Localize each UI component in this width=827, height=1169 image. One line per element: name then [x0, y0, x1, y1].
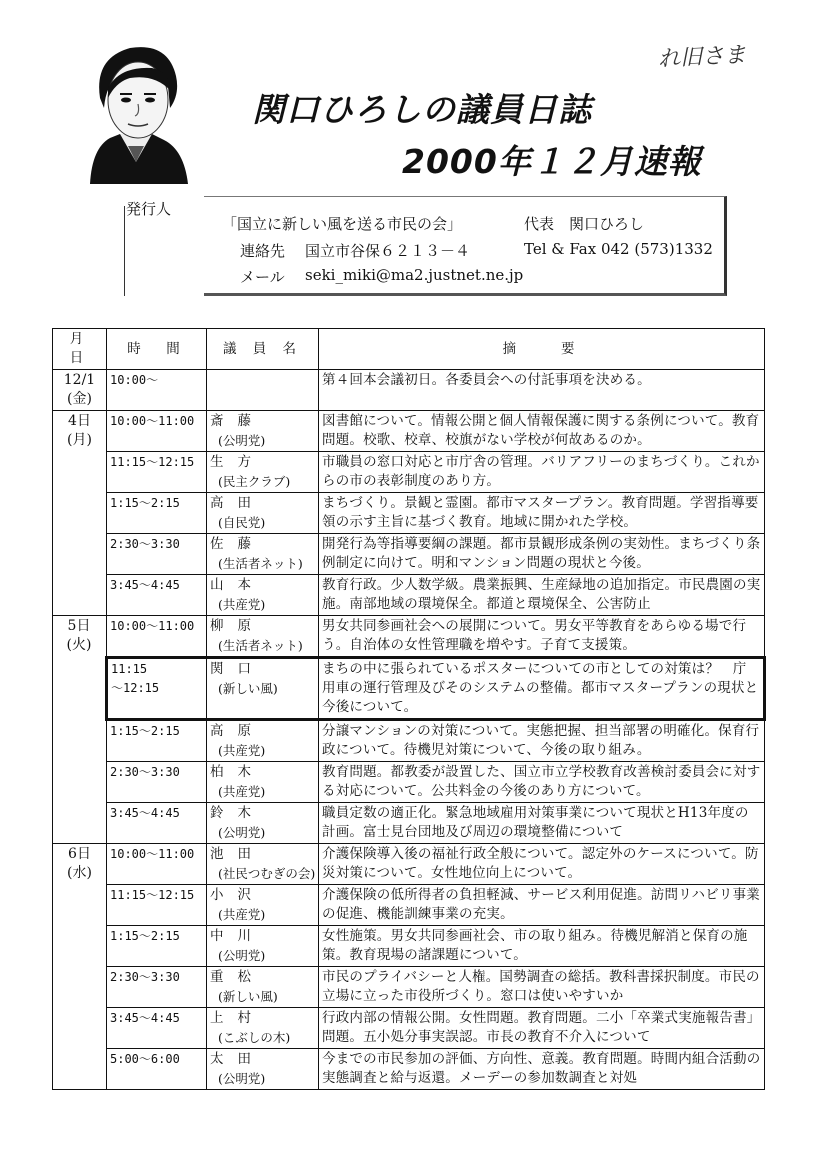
date-day: 12/1 [63, 372, 96, 388]
table-header-row [53, 329, 765, 370]
table-row [53, 803, 765, 844]
date-day: 6日 [68, 846, 91, 862]
summary-cell: 男女共同参画社会への展開について。男女平等教育をあらゆる場で行う。自治体の女性管理職を増やす。子育て支援策。 [319, 616, 765, 658]
member-cell [207, 1049, 319, 1090]
table-row [53, 1008, 765, 1049]
member-cell [207, 1008, 319, 1049]
member-name: 関口 [210, 661, 265, 677]
member-name: 高原 [210, 723, 265, 739]
time-cell: 2:30～3:30 [107, 762, 207, 803]
table-row [53, 616, 765, 658]
publisher-org: 「国立に新しい風を送る市民の会」 [222, 215, 463, 233]
member-name: 佐藤 [210, 536, 265, 552]
table-row [53, 762, 765, 803]
member-party: (共産党) [218, 597, 266, 612]
header-member: 議 員 名 [207, 329, 319, 370]
time-cell: 1:15～2:15 [107, 926, 207, 967]
publisher-label: 発行人 [126, 200, 172, 218]
table-row [53, 452, 765, 493]
date-cell [53, 844, 107, 1090]
member-cell [207, 926, 319, 967]
member-cell [207, 493, 319, 534]
member-party: (自民党) [218, 515, 266, 530]
table-row [53, 534, 765, 575]
member-cell [207, 411, 319, 452]
time-cell: 10:00～11:00 [107, 411, 207, 452]
time-cell: 2:30～3:30 [107, 967, 207, 1008]
mail-label: メール [240, 268, 285, 286]
member-cell [207, 762, 319, 803]
summary-cell: 第４回本会議初日。各委員会への付託事項を決める。 [319, 370, 765, 411]
member-name: 柳原 [210, 618, 265, 634]
member-name: 中川 [210, 928, 265, 944]
date-day: 5日 [67, 618, 91, 634]
summary-cell: 開発行為等指導要綱の課題。都市景観形成条例の実効性。まちづくり条例制定に向けて。明和マンション問題の現状と今後。 [319, 534, 765, 575]
date-cell [53, 411, 107, 616]
summary-cell: 教育行政。少人数学級。農業振興、生産緑地の追加指定。市民農園の実施。南部地域の環境保全。都道と環境保全、公害防止 [319, 575, 765, 616]
member-party: (公明党) [218, 948, 266, 963]
member-name: 鈴木 [210, 805, 265, 821]
time-cell: 1:15～2:15 [107, 493, 207, 534]
member-cell [207, 616, 319, 658]
summary-cell: 介護保険導入後の福祉行政全般について。認定外のケースについて。防災対策について。女性地位向上について。 [319, 844, 765, 885]
summary-cell: 介護保険の低所得者の負担軽減、サービス利用促進。訪問リハビリ事業の促進、機能訓練事業の充実。 [319, 885, 765, 926]
member-cell [207, 452, 319, 493]
newsletter-issue: 2000年１２月速報 [402, 142, 702, 181]
member-cell [207, 658, 319, 720]
member-cell [207, 575, 319, 616]
table-row [53, 411, 765, 452]
member-cell [207, 967, 319, 1008]
contact-email: seki_miki@ma2.justnet.ne.jp [305, 266, 524, 284]
publisher-rep: 代表 関口ひろし [524, 215, 645, 233]
member-name: 生方 [210, 454, 265, 470]
summary-cell: 女性施策。男女共同参画社会、市の取り組み。待機児解消と保育の施策。教育現場の諸課題について。 [319, 926, 765, 967]
table-row [53, 575, 765, 616]
member-party: (共産党) [218, 907, 266, 922]
summary-cell: 行政内部の情報公開。女性問題。教育問題。二小「卒業式実施報告書」問題。五小処分事実誤認。市長の教育不介入について [319, 1008, 765, 1049]
table-row [53, 885, 765, 926]
member-party: (公明党) [218, 1071, 266, 1086]
member-party: (民主クラブ) [218, 474, 291, 489]
summary-cell: 市職員の窓口対応と市庁舎の管理。バリアフリーのまちづくり。これからの市の表彰制度のあり方。 [319, 452, 765, 493]
member-name: 斎藤 [210, 413, 265, 429]
member-party: (新しい風) [218, 681, 278, 696]
member-party: (こぶしの木) [218, 1030, 291, 1045]
time-cell: 11:15～12:15 [107, 452, 207, 493]
handwritten-note: れ旧さま [657, 42, 747, 73]
summary-cell: まちの中に張られているポスターについての市としての対策は？ 庁用車の運行管理及びそのシステムの整備。都市マスタープランの現状と今後について。 [319, 658, 765, 720]
contact-address: 国立市谷保６２１３－４ [305, 242, 471, 260]
header-summary: 摘 要 [319, 329, 765, 370]
member-name: 小沢 [210, 887, 265, 903]
summary-cell: まちづくり。景観と霊園。都市マスタープラン。教育問題。学習指導要領の示す主旨に基づく教育。地域に開かれた学校。 [319, 493, 765, 534]
table-row [53, 1049, 765, 1090]
member-party: (共産党) [218, 784, 266, 799]
time-cell: 3:45～4:45 [107, 803, 207, 844]
schedule-table [52, 328, 766, 1090]
date-cell [53, 370, 107, 411]
member-name: 柏木 [210, 764, 265, 780]
date-day: 4日 [68, 413, 91, 429]
table-row [53, 926, 765, 967]
date-weekday: (火) [66, 637, 92, 653]
table-row [53, 658, 765, 720]
date-cell [53, 616, 107, 844]
header-time: 時 間 [107, 329, 207, 370]
time-cell: 3:45～4:45 [107, 575, 207, 616]
member-name: 太田 [210, 1051, 265, 1067]
member-cell [207, 844, 319, 885]
member-party: (社民つむぎの会) [218, 866, 316, 881]
member-cell [207, 803, 319, 844]
member-party: (新しい風) [218, 989, 278, 1004]
member-party: (公明党) [218, 825, 266, 840]
date-weekday: (月) [67, 432, 92, 448]
contact-label: 連絡先 [240, 242, 286, 260]
member-name: 山本 [210, 577, 265, 593]
summary-cell: 教育問題。都教委が設置した、国立市立学校教育改善検討委員会に対する対応について。公共料金の今後のあり方について。 [319, 762, 765, 803]
time-cell: 10:00～11:00 [107, 616, 207, 658]
summary-cell: 図書館について。情報公開と個人情報保護に関する条例について。教育問題。校歌、校章、校旗がない学校が何故あるのか。 [319, 411, 765, 452]
publisher-bracket [124, 206, 131, 296]
summary-cell: 分譲マンションの対策について。実態把握、担当部署の明確化。保育行政について。待機児対策について、今後の取り組み。 [319, 720, 765, 762]
member-name: 池田 [210, 846, 265, 862]
time-cell: 2:30～3:30 [107, 534, 207, 575]
summary-cell: 市民のプライバシーと人権。国勢調査の総括。教科書採択制度。市民の立場に立った市役所づくり。窓口は使いやすいか [319, 967, 765, 1008]
member-cell [207, 720, 319, 762]
member-cell [207, 885, 319, 926]
time-cell: 3:45～4:45 [107, 1008, 207, 1049]
newsletter-title: 関口ひろしの議員日誌 [252, 90, 592, 129]
member-party: (生活者ネット) [218, 556, 303, 571]
member-name: 上村 [210, 1010, 265, 1026]
table-row [53, 720, 765, 762]
time-cell: 11:15～12:15 [107, 885, 207, 926]
header-date: 月 日 [53, 329, 107, 370]
member-cell [207, 534, 319, 575]
summary-cell: 職員定数の適正化。緊急地域雇用対策事業について現状とH13年度の計画。富士見台団地及び周辺の環境整備について [319, 803, 765, 844]
member-party: (共産党) [218, 743, 266, 758]
table-row [53, 967, 765, 1008]
member-party: (公明党) [218, 433, 266, 448]
time-cell: 1:15～2:15 [107, 720, 207, 762]
member-party: (生活者ネット) [218, 638, 303, 653]
member-cell [207, 370, 319, 411]
time-cell: 10:00～11:00 [107, 844, 207, 885]
table-row [53, 493, 765, 534]
table-row [53, 844, 765, 885]
member-name: 重松 [210, 969, 265, 985]
member-name: 高田 [210, 495, 265, 511]
table-row [53, 370, 765, 411]
schedule-body [53, 370, 765, 1090]
time-cell: 10:00～ [107, 370, 207, 411]
time-cell: 11:15 ～12:15 [107, 658, 207, 720]
date-weekday: (水) [67, 865, 92, 881]
date-weekday: (金) [67, 391, 92, 407]
author-portrait [80, 38, 192, 184]
contact-tel: Tel & Fax 042 (573)1332 [524, 240, 713, 258]
summary-cell: 今までの市民参加の評価、方向性、意義。教育問題。時間内組合活動の実態調査と給与返還。メーデーの参加数調査と対処 [319, 1049, 765, 1090]
time-cell: 5:00～6:00 [107, 1049, 207, 1090]
